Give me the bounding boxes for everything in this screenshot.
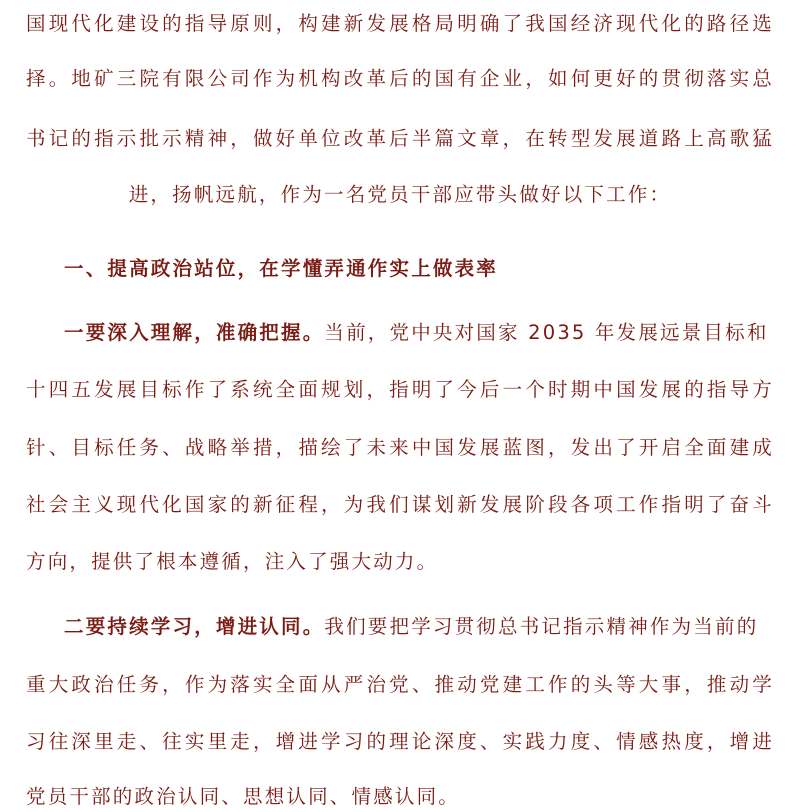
para1-line-4: 社会主义现代化国家的新征程，为我们谋划新发展阶段各项工作指明了奋斗 (26, 493, 774, 516)
para1-line-5: 方向，提供了根本遵循，注入了强大动力。 (26, 550, 439, 573)
para2-line-4: 党员干部的政治认同、思想认同、情感认同。 (26, 785, 461, 808)
intro-line-4: 进，扬帆远航，作为一名党员干部应带头做好以下工作： (128, 183, 672, 206)
para1-line-3: 针、目标任务、战略举措，描绘了未来中国发展蓝图，发出了开启全面建成 (26, 436, 774, 459)
para2-line-3: 习往深里走、往实里走，增进学习的理论深度、实践力度、情感热度，增进 (26, 730, 774, 753)
intro-line-1: 国现代化建设的指导原则，构建新发展格局明确了我国经济现代化的路径选 (26, 12, 774, 35)
section-heading: 一、提高政治站位，在学懂弄通作实上做表率 (64, 257, 499, 280)
para2-lead: 二要持续学习，增进认同。 (64, 615, 325, 638)
para2-line-2: 重大政治任务，作为落实全面从严治党、推动党建工作的头等大事，推动学 (26, 673, 774, 696)
para1-first-line (64, 318, 774, 348)
intro-line-2: 择。地矿三院有限公司作为机构改革后的国有企业，如何更好的贯彻落实总 (26, 67, 774, 90)
para1-first-rest: 当前，党中央对国家 2035 年发展远景目标和 (324, 321, 769, 344)
para2-first-rest: 我们要把学习贯彻总书记指示精神作为当前的 (324, 615, 759, 638)
para1-line-2: 十四五发展目标作了系统全面规划，指明了今后一个时期中国发展的指导方 (26, 378, 774, 401)
intro-line-3: 书记的指示批示精神，做好单位改革后半篇文章，在转型发展道路上高歌猛 (26, 127, 774, 150)
para2-first-line (64, 612, 774, 642)
para1-lead: 一要深入理解，准确把握。 (64, 321, 325, 344)
